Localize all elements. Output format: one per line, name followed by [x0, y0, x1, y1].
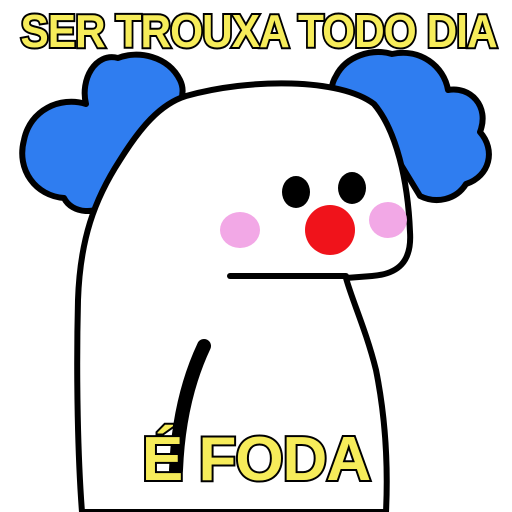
clown-nose: [305, 205, 355, 255]
top-caption: SER TROUXA TODO DIA: [20, 5, 497, 57]
clown-eye-left: [282, 176, 310, 208]
clown-cheek-right: [369, 202, 407, 238]
bottom-caption: É FODA: [141, 425, 371, 494]
clown-eye-right: [338, 172, 366, 204]
clown-cheek-left: [220, 212, 260, 248]
